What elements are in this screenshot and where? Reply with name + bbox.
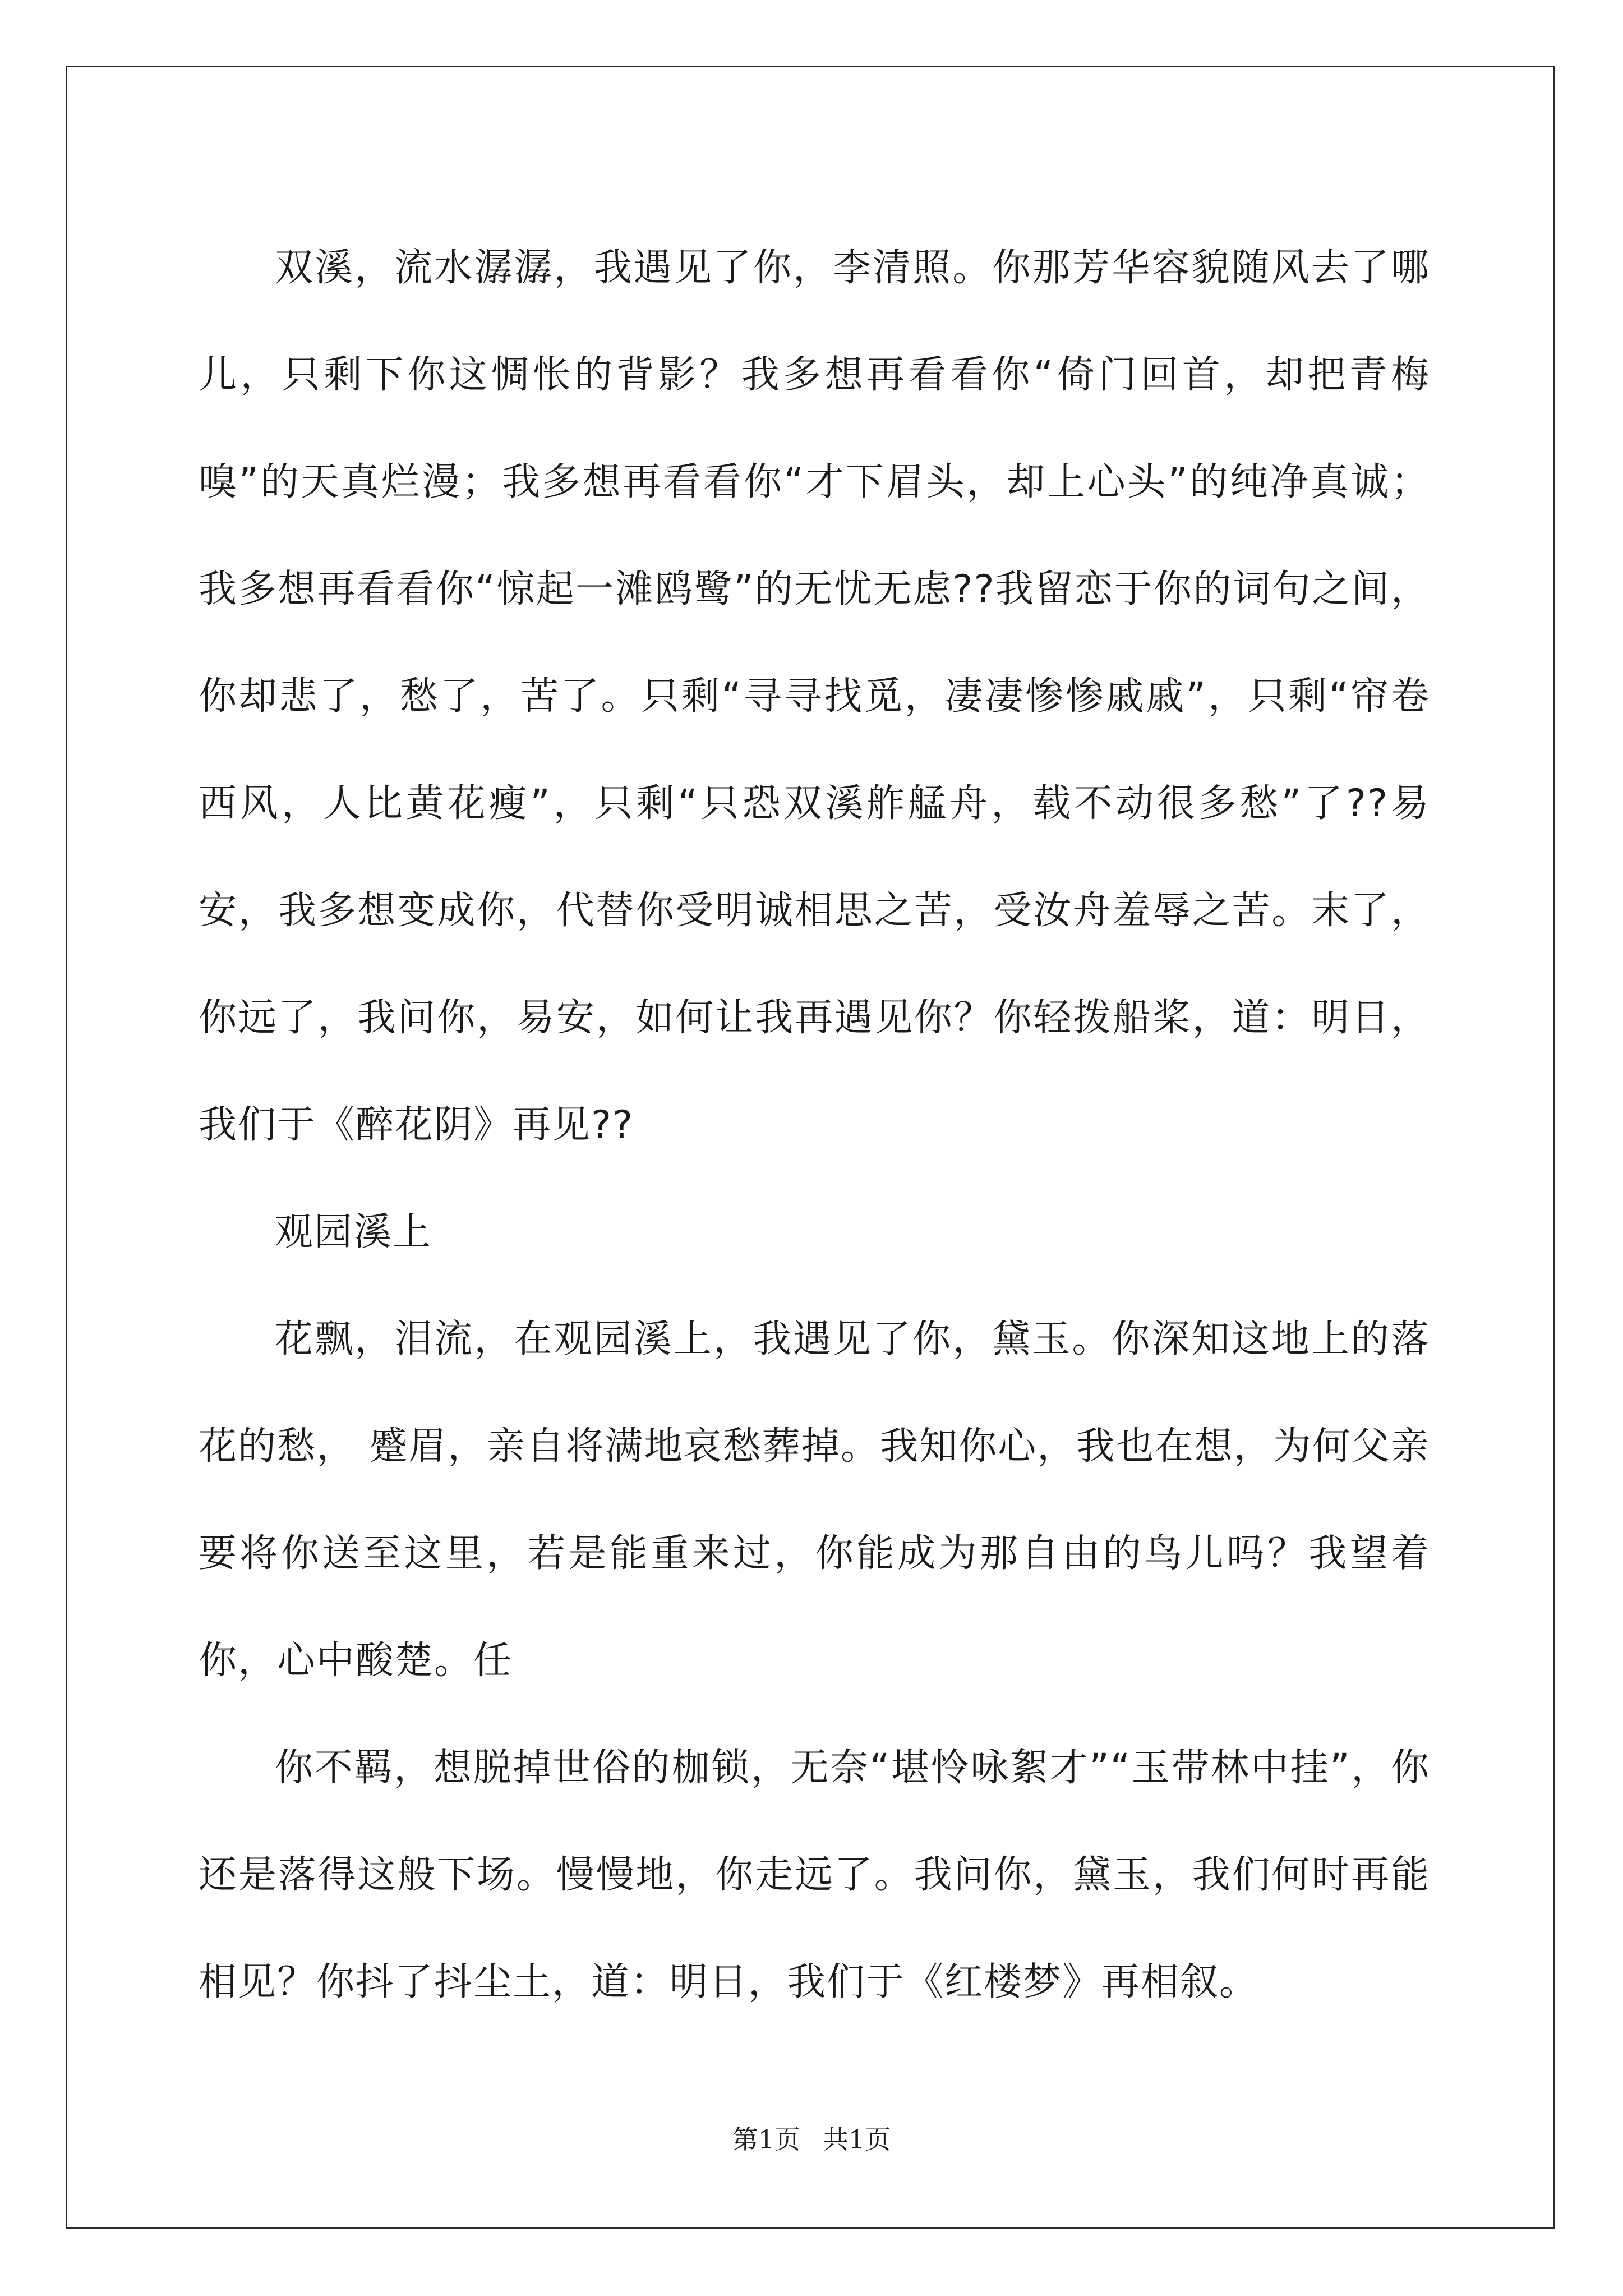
section-heading: 观园溪上 <box>275 1210 432 1254</box>
page-total: 共1页 <box>823 2124 891 2155</box>
paragraph-daiyu-continued: 你不羁，想脱掉世俗的枷锁，无奈“堪怜咏絮才”“玉带林中挂”，你还是落得这般下场。慢慢地，你走远了。我问你，黛玉，我们何时再能相见？你抖了抖尘土，道：明日，我们于《红楼梦》再相叙。 <box>199 1746 1430 2004</box>
paragraph-li-qingzhao: 双溪，流水潺潺，我遇见了你，李清照。你那芳华容貌随风去了哪儿，只剩下你这惆怅的背影？我多想再看看你“倚门回首，却把青梅嗅”的天真烂漫；我多想再看看你“才下眉头，却上心头”的纯净真诚；我多想再看看你“惊起一滩鸥鹭”的无忧无虑??我留恋于你的词句之间，你却悲了，愁了，苦了。只剩“寻寻找觅，凄凄惨惨戚戚”，只剩“帘卷西风，人比黄花瘦”，只剩“只恐双溪舴艋舟，载不动很多愁”了??易安，我多想变成你，代替你受明诚相思之苦，受汝舟羞辱之苦。末了，你远了，我问你，易安，如何让我再遇见你？你轻拨船桨，道：明日，我们于《醉花阴》再见?? <box>199 246 1430 1147</box>
paragraph-daiyu: 花飘，泪流，在观园溪上，我遇见了你，黛玉。你深知这地上的落花的愁， 蹙眉，亲自将满地哀愁葬掉。我知你心，我也在想，为何父亲要将你送至这里，若是能重来过，你能成为那自由的鸟儿吗？我望着你，心中酸楚。任 <box>199 1317 1430 1683</box>
page-number: 第1页 <box>732 2124 800 2155</box>
document-body <box>199 214 1430 2036</box>
page-footer <box>0 2119 1623 2156</box>
